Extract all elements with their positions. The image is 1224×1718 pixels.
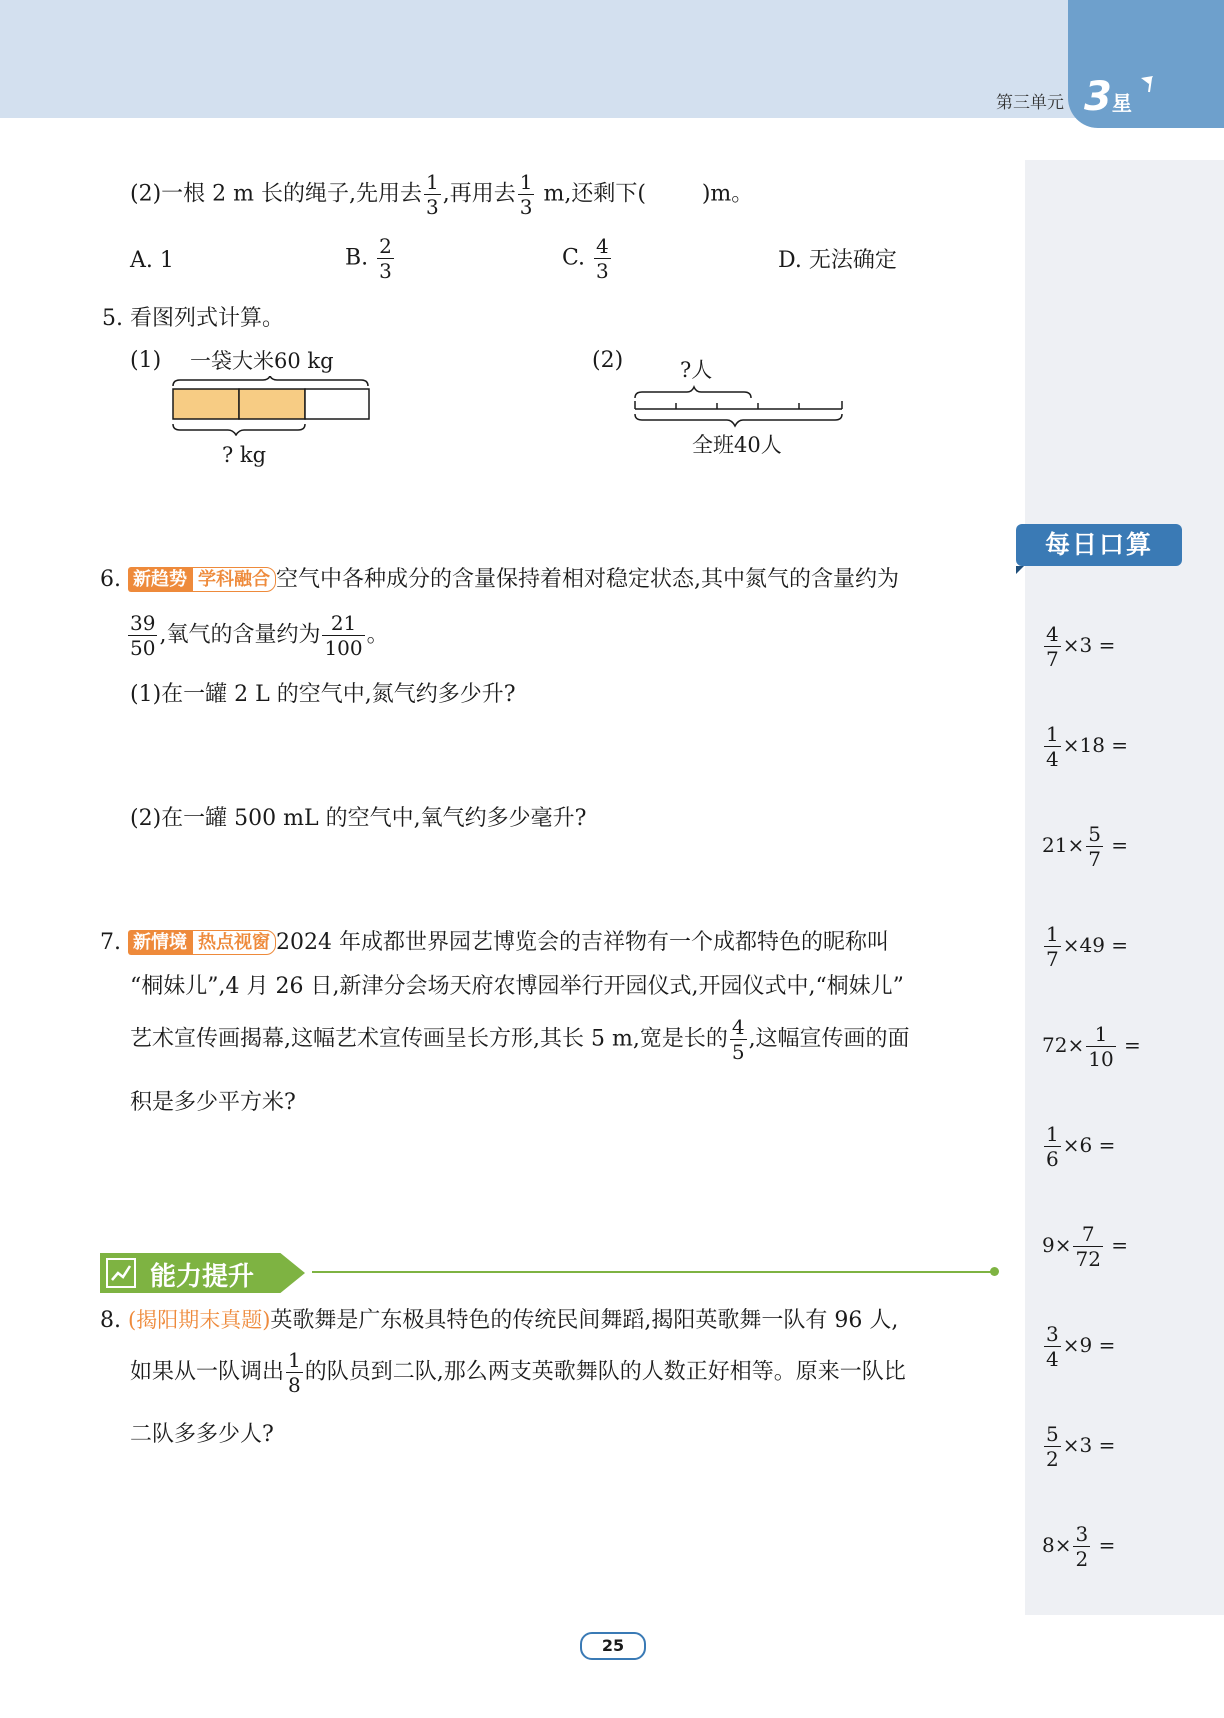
- q4-2-text-a: (2)一根 2 m 长的绳子,先用去: [130, 181, 422, 207]
- q8-line-1: 8. (揭阳期末真题)英歌舞是广东极具特色的传统民间舞蹈,揭阳英歌舞一队有 96 人,: [100, 1308, 899, 1333]
- q6-line-2: $\frac{39}{50}$ ,氧气的含量约为 $\frac{21}{100}$ 。: [130, 611, 389, 660]
- daily-calc-fraction: $\frac{1}{7}$: [1046, 922, 1059, 971]
- q4-2-option-c: C. $\frac{4}{3}$: [562, 234, 609, 283]
- section-rule-dot: [990, 1267, 999, 1276]
- q4-2-text-b: ,再用去: [442, 181, 516, 207]
- q8-line-2: 如果从一队调出 $\frac{1}{8}$ 的队员到二队,那么两支英歌舞队的人数正好相等。原来一队比: [130, 1348, 906, 1397]
- daily-calc-item: 8× $\frac{3}{2}$ =: [1042, 1522, 1116, 1571]
- q5-2-diagram: [632, 384, 847, 432]
- daily-calc-fraction: $\frac{7}{72}$: [1075, 1222, 1101, 1271]
- daily-calc-fraction: $\frac{1}{10}$: [1088, 1022, 1114, 1071]
- q4-2-text-c: m,还剩下( )m。: [536, 181, 754, 207]
- q7-fraction: $\frac{4}{5}$: [731, 1015, 745, 1064]
- q6-fraction-oxygen: $\frac{21}{100}$: [324, 611, 363, 660]
- star-icon: [1137, 74, 1157, 96]
- q7-line-1: 7. 新情境 热点视窗 2024 年成都世界园艺博览会的吉祥物有一个成都特色的昵称叫: [100, 930, 889, 955]
- daily-sidebar: [1025, 160, 1224, 1615]
- q8-line-3: 二队多多少人?: [130, 1422, 274, 1447]
- q5-2-top-label: ?人: [680, 358, 713, 382]
- daily-calc-item: 21× $\frac{5}{7}$ =: [1042, 822, 1129, 871]
- daily-calc-item: $\frac{4}{7}$ ×3 =: [1046, 622, 1116, 671]
- daily-calc-item: $\frac{1}{7}$ ×49 =: [1046, 922, 1129, 971]
- daily-calc-item: $\frac{1}{6}$ ×6 =: [1046, 1122, 1116, 1171]
- q5-title: 5. 看图列式计算。: [102, 306, 284, 331]
- q6-text-1: 空气中各种成分的含量保持着相对稳定状态,其中氮气的含量约为: [276, 567, 899, 592]
- q7-line-2: “桐妹儿”,4 月 26 日,新津分会场天府农博园举行开园仪式,开园仪式中,“桐妹儿”: [130, 974, 904, 999]
- unit-label: 第三单元: [996, 93, 1064, 113]
- daily-calc-fraction: $\frac{1}{4}$: [1046, 722, 1059, 771]
- q5-1-top-label: 一袋大米60 kg: [190, 349, 334, 373]
- daily-calc-fraction: $\frac{3}{4}$: [1046, 1322, 1059, 1371]
- daily-calc-item: 9× $\frac{7}{72}$ =: [1042, 1222, 1129, 1271]
- chart-trend-icon: [106, 1258, 136, 1288]
- daily-calc-fraction: $\frac{3}{2}$: [1075, 1522, 1089, 1571]
- q8-source: (揭阳期末真题): [128, 1308, 271, 1332]
- section-rule: [312, 1271, 996, 1273]
- q5-1-bottom-label: ? kg: [222, 443, 267, 467]
- star-level-label: 星: [1111, 91, 1132, 115]
- daily-calc-item: $\frac{5}{2}$ ×3 =: [1046, 1422, 1116, 1471]
- section-title: 能力提升: [150, 1262, 255, 1292]
- q4-2-option-b: B. $\frac{2}{3}$: [345, 234, 392, 283]
- q4-2-option-d: D. 无法确定: [778, 248, 897, 273]
- daily-calc-title: 每日口算: [1016, 524, 1182, 566]
- q4-2-question: [130, 172, 753, 217]
- q5-1-diagram: [168, 376, 378, 436]
- q6-fraction-nitrogen: $\frac{39}{50}$: [130, 611, 156, 660]
- daily-title-notch: [1016, 566, 1024, 574]
- q8-fraction: $\frac{1}{8}$: [288, 1348, 301, 1397]
- q6-line-1: 6. 新趋势 学科融合 空气中各种成分的含量保持着相对稳定状态,其中氮气的含量约为: [100, 567, 899, 592]
- q6-sub-2: (2)在一罐 500 mL 的空气中,氧气约多少毫升?: [130, 806, 587, 831]
- daily-calc-item: 72× $\frac{1}{10}$ =: [1042, 1022, 1141, 1071]
- q4-2-option-a: A. 1: [130, 248, 174, 273]
- daily-calc-fraction: $\frac{1}{6}$: [1046, 1122, 1059, 1171]
- q6-sub-1: (1)在一罐 2 L 的空气中,氮气约多少升?: [130, 682, 516, 707]
- q7-line-3: 艺术宣传画揭幕,这幅艺术宣传画呈长方形,其长 5 m,宽是长的 $\frac{4}{5}$ ,这幅宣传画的面: [130, 1015, 910, 1064]
- page-number: 25: [580, 1632, 646, 1660]
- q5-1-label: (1): [130, 348, 162, 373]
- q7-line-4: 积是多少平方米?: [130, 1090, 296, 1115]
- q4-2-fraction-2: $\frac{1}{3}$: [519, 170, 533, 219]
- q4-2-fraction-1: $\frac{1}{3}$: [426, 170, 439, 219]
- daily-calc-fraction: $\frac{5}{2}$: [1046, 1422, 1059, 1471]
- q6-tag: 新趋势 学科融合: [128, 571, 276, 589]
- daily-calc-item: $\frac{3}{4}$ ×9 =: [1046, 1322, 1116, 1371]
- q7-tag: 新情境 热点视窗: [128, 934, 276, 952]
- daily-calc-item: $\frac{1}{4}$ ×18 =: [1046, 722, 1129, 771]
- q5-2-label: (2): [592, 348, 624, 373]
- star-level-number: 3: [1084, 74, 1112, 120]
- daily-calc-fraction: $\frac{5}{7}$: [1088, 822, 1101, 871]
- star-level-badge: [1084, 74, 1157, 120]
- daily-calc-fraction: $\frac{4}{7}$: [1046, 622, 1059, 671]
- q5-2-bottom-label: 全班40人: [692, 433, 782, 457]
